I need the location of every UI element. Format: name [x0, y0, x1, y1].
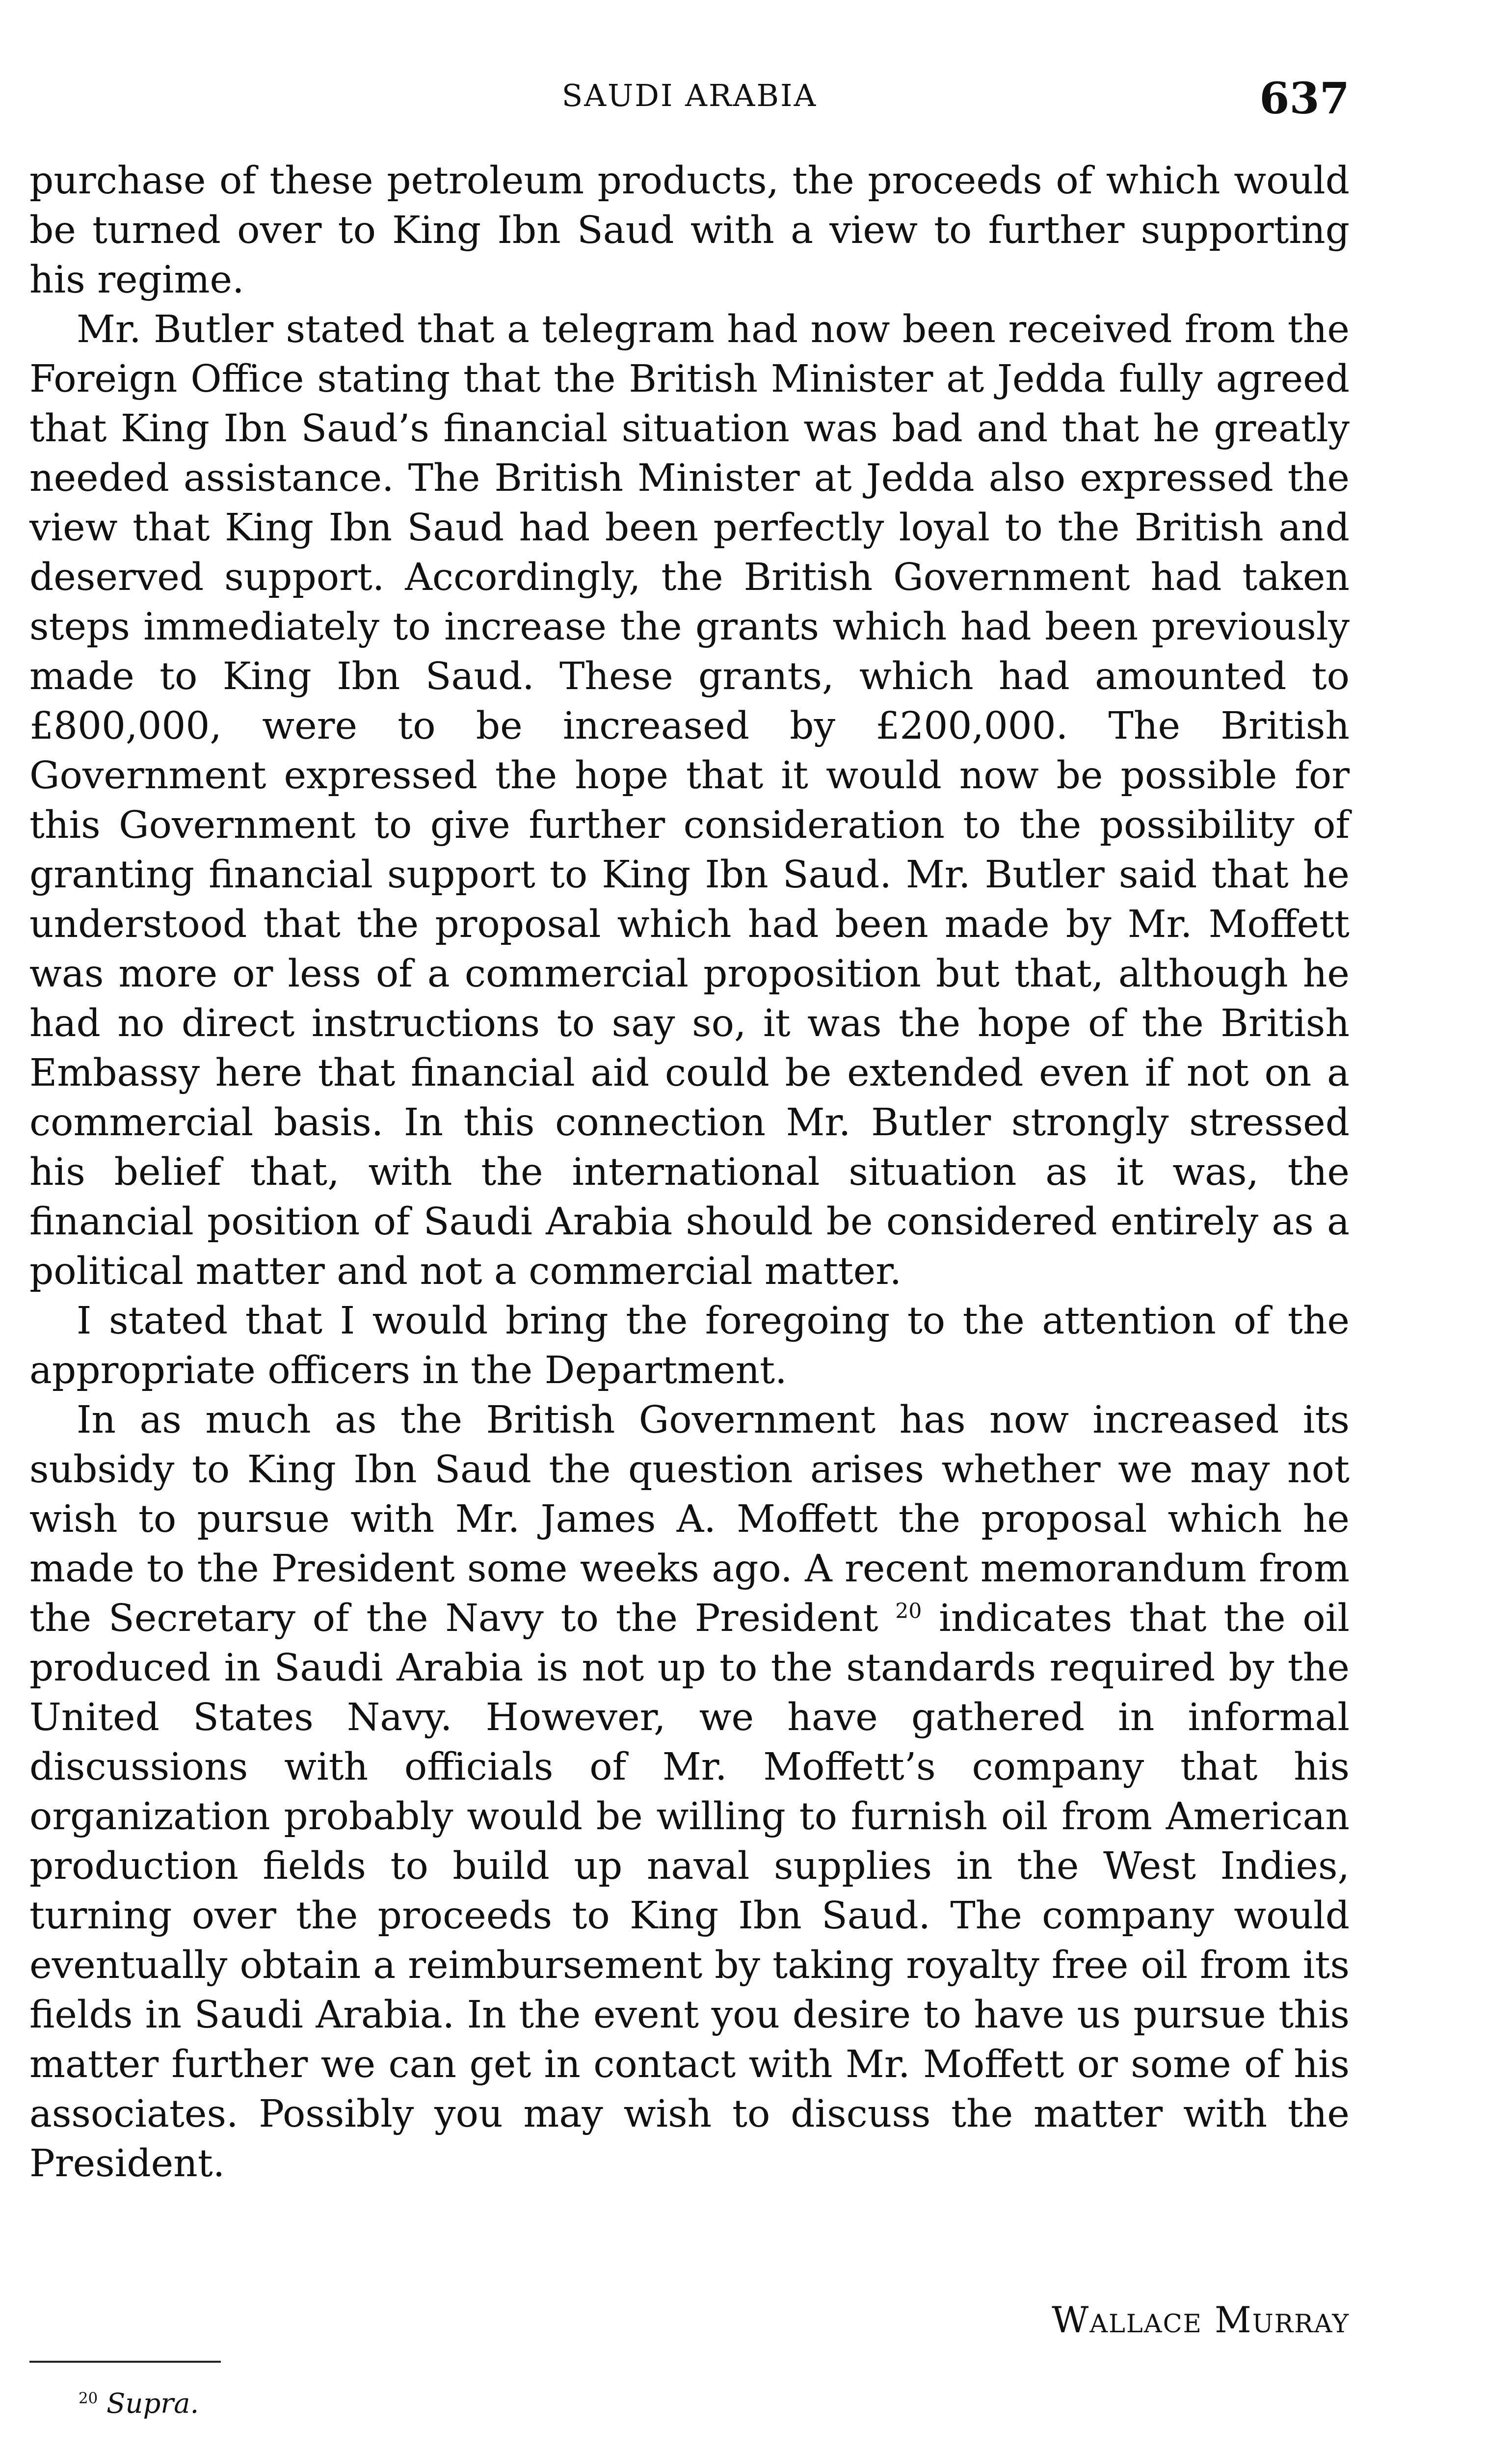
- paragraph-continuation: purchase of these petroleum products, the proceeds of which would be turned over to King Ibn Saud with a view to further supporting his regime.: [29, 159, 1350, 302]
- footnote-reference: 20: [895, 1599, 922, 1623]
- paragraph-subsidy-part-1: In as much as the British Government has now increased its subsidy to King Ibn Saud the question arises whether we may not wish to pursue with Mr. James A. Moffett the proposal which he made to the President some weeks ago. A recent memorandum from the Secretary of the Navy to the President: [29, 1398, 1350, 1640]
- footnote: [79, 2388, 199, 2420]
- body-text: [29, 156, 1350, 2188]
- paragraph-butler-statement: Mr. Butler stated that a telegram had now been received from the Foreign Office stating that the British Minister at Jedda fully agreed that King Ibn Saud’s financial situation was bad and that he greatly needed assistance. The British Minister at Jedda also expressed the view that King Ibn Saud had been perfectly loyal to the British and deserved support. Accordingly, the British Government had taken steps immediately to increase the grants which had been previously made to King Ibn Saud. These grants, which had amounted to £800,000, were to be increased by £200,000. The British Government expressed the hope that it would now be possible for this Government to give further consideration to the possibility of granting financial support to King Ibn Saud. Mr. Butler said that he understood that the proposal which had been made by Mr. Moffett was more or less of a commercial proposition but that, although he had no direct instructions to say so, it was the hope of the British Embassy here that financial aid could be extended even if not on a commercial basis. In this connection Mr. Butler strongly stressed his belief that, with the international situation as it was, the financial position of Saudi Arabia should be considered entirely as a political matter and not a commercial matter.: [29, 308, 1350, 1293]
- running-head: [29, 73, 1350, 127]
- footnote-text: Supra.: [106, 2388, 199, 2420]
- footnote-divider: [29, 2361, 221, 2363]
- paragraph-subsidy: [29, 1395, 1350, 2188]
- signature: Wallace Murray: [1052, 2299, 1350, 2341]
- page-number: 637: [1259, 73, 1350, 124]
- footnote-number: 20: [79, 2389, 98, 2407]
- document-page: [29, 0, 1350, 2454]
- paragraph-subsidy-part-2: indicates that the oil produced in Saudi Arabia is not up to the standards required by the United States Navy. However, we have gathered in informal discussions with officials of Mr. Moffett’s company that his organization probably would be willing to furnish oil from American production fields to build up naval supplies in the West Indies, turning over the proceeds to King Ibn Saud. The company would eventually obtain a reimbursement by taking royalty free oil from its fields in Saudi Arabia. In the event you desire to have us pursue this matter further we can get in contact with Mr. Moffett or some of his associates. Possibly you may wish to discuss the matter with the President.: [29, 1597, 1350, 2186]
- paragraph-attention: I stated that I would bring the foregoing to the attention of the appropriate officers in the Department.: [29, 1299, 1350, 1392]
- running-title: SAUDI ARABIA: [561, 78, 818, 113]
